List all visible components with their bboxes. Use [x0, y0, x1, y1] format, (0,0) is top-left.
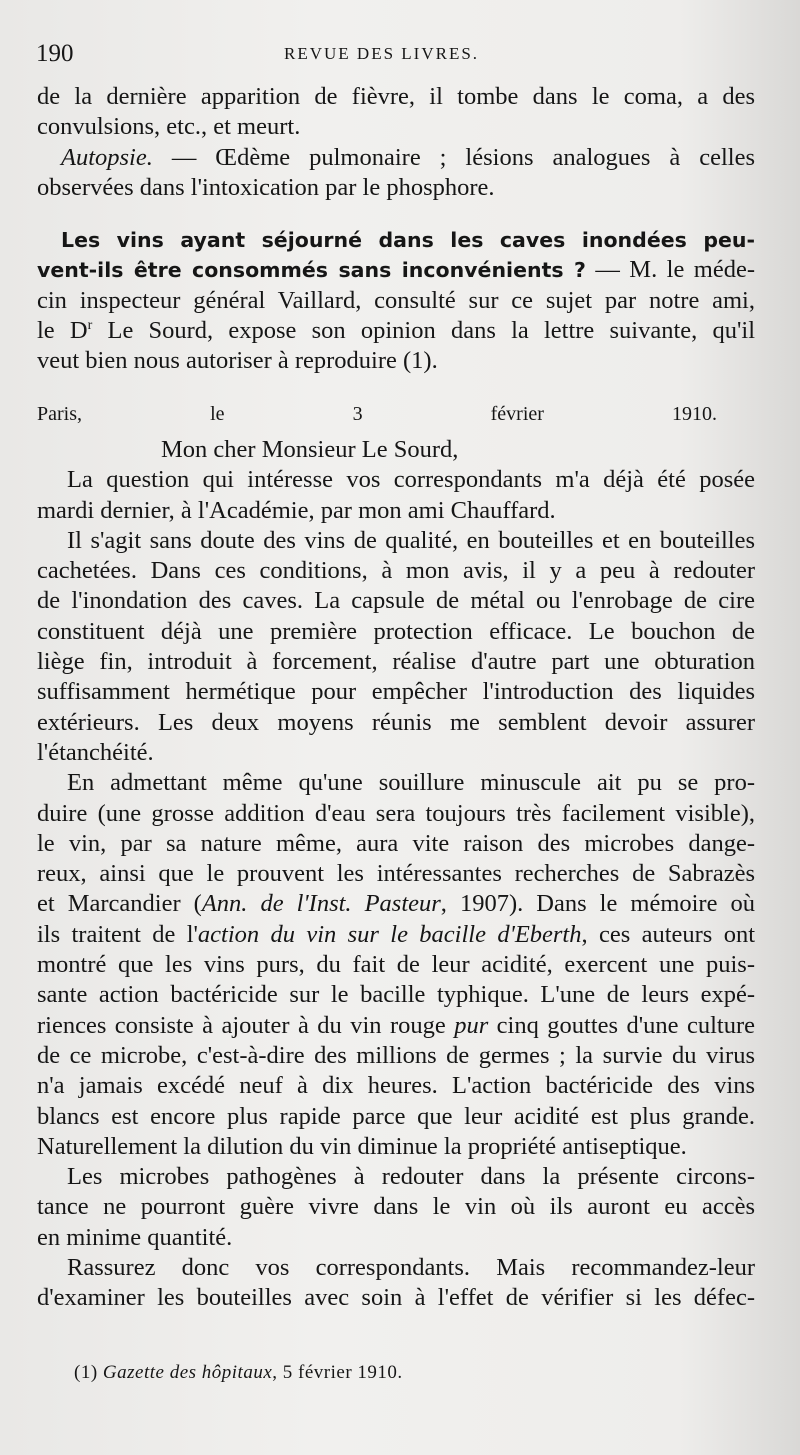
inline-text: et Marcandier ( [37, 890, 202, 918]
inline-text: riences consiste à ajouter à du vin rouge [37, 1011, 455, 1039]
text-line: Naturellement la dilution du vin diminue la propriété antiseptique. [37, 1132, 687, 1160]
emphasis: pur [454, 1011, 489, 1039]
text-line [37, 920, 755, 950]
text-line: veut bien nous autoriser à reproduire (1). [37, 347, 438, 375]
text-line: observées dans l'intoxication par le phosphore. [37, 173, 495, 201]
text-line: Rassurez donc vos correspondants. Mais recommandez-leur [67, 1253, 755, 1281]
memoir-title: action du vin sur le bacille d'Eberth [197, 920, 582, 948]
text-line: le vin, par sa nature même, aura vite raison des microbes dange- [37, 829, 755, 857]
journal-citation: Ann. de l'Inst. Pasteur [201, 890, 441, 918]
text-line: sante action bactéricide sur le bacille typhique. L'une de leurs expé- [37, 981, 755, 1009]
footnote-number: (1) [74, 1362, 103, 1383]
text-line: de ce microbe, c'est-à-dire des millions de germes ; la survie du virus [37, 1041, 755, 1069]
text-line: liège fin, introduit à forcement, réalise d'autre part une obturation [37, 648, 755, 676]
text-line: reux, ainsi que le prouvent les intéressantes recherches de Sabrazès [37, 860, 755, 888]
running-title: REVUE DES LIVRES. [284, 44, 480, 63]
text-line: Les microbes pathogènes à redouter dans la présente circons- [67, 1163, 755, 1191]
text-line: mardi dernier, à l'Académie, par mon ami Chauffard. [37, 496, 556, 524]
inline-text: , 1907). Dans le mémoire où [440, 890, 755, 918]
text-line [37, 143, 755, 173]
text-line: blancs est encore plus rapide parce que leur acidité est plus grande. [37, 1102, 755, 1130]
text-line: La question qui intéresse vos correspondants m'a déjà été posée [67, 466, 755, 494]
inline-text: cinq gouttes d'une culture [488, 1011, 756, 1039]
text-line: d'examiner les bouteilles avec soin à l'effet de vérifier si les défec- [37, 1284, 755, 1312]
section-heading-cont: vent-ils être consommés sans inconvénients ? [37, 258, 586, 283]
page-body [37, 82, 755, 1314]
text-line: de la dernière apparition de fièvre, il tombe dans le coma, a des [37, 83, 755, 110]
autopsy-label: Autopsie. [61, 143, 153, 171]
text-line: de l'inondation des caves. La capsule de métal ou l'enrobage de cire [37, 587, 755, 615]
text-line: constituent déjà une première protection efficace. Le bouchon de [37, 617, 755, 645]
text-line: Il s'agit sans doute des vins de qualité, en bouteilles et en bouteilles [67, 526, 755, 554]
inline-text: , ces auteurs ont [581, 920, 755, 948]
page-number: 190 [36, 40, 74, 67]
salutation: Mon cher Monsieur Le Sourd, [161, 435, 459, 463]
dateline: Paris, le 3 février 1910. [37, 402, 717, 425]
text-line: montré que les vins purs, du fait de leur acidité, exercent une puis- [37, 951, 755, 979]
text-line [37, 316, 755, 346]
text-line: en minime quantité. [37, 1223, 233, 1251]
inline-text: ils traitent de l' [37, 920, 198, 948]
text-line: n'a jamais excédé neuf à dix heures. L'action bactéricide des vins [37, 1072, 755, 1100]
superscript: r [87, 317, 93, 333]
inline-text: le D [37, 317, 88, 345]
text-line: duire (une grosse addition d'eau sera toujours très facilement visible), [37, 799, 755, 827]
inline-text: Le Sourd, expose son opinion dans la lettre suivante, qu'il [92, 317, 756, 345]
footnote-source: Gazette des hôpitaux [102, 1362, 273, 1383]
section-heading: Les vins ayant séjourné dans les caves inondées peu- [61, 228, 755, 253]
autopsy-text: — Œdème pulmonaire ; lésions analogues à celles [171, 143, 755, 171]
text-line [37, 1011, 755, 1041]
footnote [74, 1362, 403, 1384]
running-head [36, 40, 736, 76]
text-line [37, 255, 755, 285]
text-line: cin inspecteur général Vaillard, consulté sur ce sujet par notre ami, [37, 286, 755, 314]
text-line: l'étanchéité. [37, 738, 154, 766]
text-line: tance ne pourront guère vivre dans le vin où ils auront eu accès [37, 1193, 755, 1221]
text-line: cachetées. Dans ces conditions, à mon avis, il y a peu à redouter [37, 557, 755, 585]
text-line: suffisamment hermétique pour empêcher l'introduction des liquides [37, 678, 755, 706]
text-line: convulsions, etc., et meurt. [37, 113, 301, 141]
inline-text: — M. le méde- [585, 256, 755, 284]
text-line: En admettant même qu'une souillure minuscule ait pu se pro- [67, 769, 755, 797]
text-line: extérieurs. Les deux moyens réunis me semblent devoir assurer [37, 708, 755, 736]
text-line [37, 889, 755, 919]
footnote-date: , 5 février 1910. [272, 1362, 403, 1383]
